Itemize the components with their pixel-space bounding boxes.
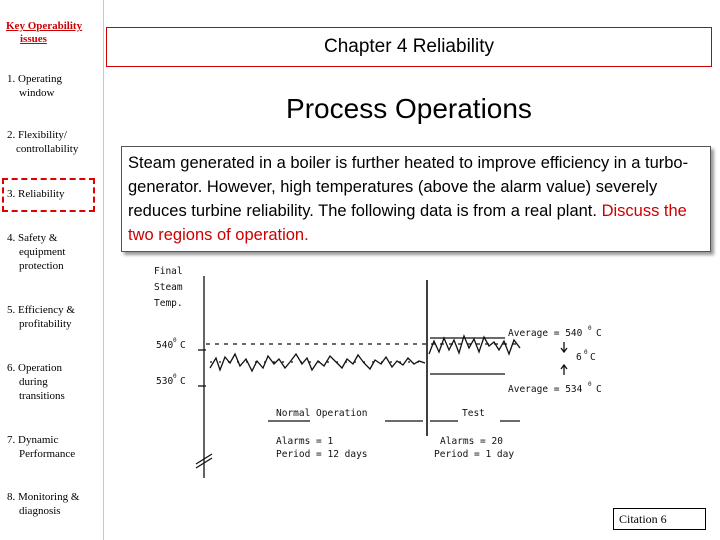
key-link-line-2[interactable]: issues <box>20 33 47 45</box>
diff-label: 6 <box>576 352 582 363</box>
sidebar-item-transitions[interactable] <box>7 361 65 403</box>
sidebar-item-label: diagnosis <box>19 505 61 517</box>
sidebar-item-label: 3. Reliability <box>7 188 65 200</box>
period-right: Period = 1 day <box>434 449 515 460</box>
sidebar-item-label: window <box>19 87 55 99</box>
sidebar-item-dynamic[interactable] <box>7 433 75 461</box>
sidebar-item-label: during <box>19 376 48 388</box>
period-left: Period = 12 days <box>276 449 368 460</box>
sidebar-item-label: protection <box>19 260 64 272</box>
chapter-title-box <box>106 27 712 67</box>
sidebar-item-label: controllability <box>16 143 79 155</box>
normal-operation-trace <box>210 354 425 371</box>
normal-operation-label: Normal Operation <box>276 408 368 419</box>
ylabel-line-1: Final <box>154 266 183 277</box>
citation-text: Citation 6 <box>619 511 667 526</box>
sidebar-item-label: 6. Operation <box>7 362 62 374</box>
sidebar-item-flexibility[interactable] <box>7 128 78 156</box>
ytick-540-deg: 0 <box>173 337 177 344</box>
ytick-530-deg: 0 <box>173 373 177 380</box>
avg-534-unit: C <box>596 384 602 395</box>
sidebar-item-efficiency[interactable] <box>7 303 75 331</box>
sidebar-item-label: 4. Safety & <box>7 232 58 244</box>
test-trace <box>429 336 520 354</box>
chapter-title: Chapter 4 Reliability <box>323 36 495 57</box>
sidebar-item-label: 5. Efficiency & <box>7 304 75 316</box>
sidebar <box>0 0 104 540</box>
diff-deg: 0 <box>584 349 588 356</box>
sidebar-item-label: 2. Flexibility/ <box>7 129 67 141</box>
difference-arrows <box>561 342 567 375</box>
test-label: Test <box>462 408 485 419</box>
ylabel-line-2: Steam <box>154 282 183 293</box>
sidebar-item-label: transitions <box>19 390 65 402</box>
diff-unit: C <box>590 352 596 363</box>
avg-540-unit: C <box>596 328 602 339</box>
sidebar-item-reliability[interactable] <box>7 187 64 201</box>
steam-temperature-figure <box>140 258 630 478</box>
sidebar-item-monitoring[interactable] <box>7 490 79 518</box>
ytick-540: 540 <box>156 340 174 351</box>
sidebar-item-label: 8. Monitoring & <box>7 491 80 503</box>
sidebar-item-safety[interactable] <box>7 231 65 273</box>
avg-534-label: Average = 534 <box>508 384 583 395</box>
sidebar-item-label: 7. Dynamic <box>7 434 59 446</box>
alarms-right: Alarms = 20 <box>440 436 503 447</box>
sidebar-item-label: Performance <box>19 448 76 460</box>
sidebar-item-label: equipment <box>19 246 66 258</box>
citation-box <box>613 508 706 530</box>
ytick-530: 530 <box>156 376 174 387</box>
avg-540-deg: 0 <box>588 325 592 332</box>
avg-540-label: Average = 540 <box>508 328 583 339</box>
ytick-540-unit: C <box>180 340 186 351</box>
sidebar-item-label: 1. Operating <box>7 73 62 85</box>
alarms-left: Alarms = 1 <box>276 436 334 447</box>
description-text: Steam generated in a boiler is further heated to improve efficiency in a turbo-generator. However, high temperatures (above the alarm value) severely reduces turbine reliability. The following data is from a real plant. <box>128 154 689 220</box>
ytick-530-unit: C <box>180 376 186 387</box>
sidebar-item-operating-window[interactable] <box>7 72 62 100</box>
page-title: Process Operations <box>286 93 532 124</box>
description-highlight: Discuss the two regions of operation. <box>128 202 687 244</box>
description-box <box>121 146 711 252</box>
avg-534-deg: 0 <box>588 381 592 388</box>
ylabel-line-3: Temp. <box>154 298 183 309</box>
key-operability-link[interactable] <box>6 20 82 46</box>
sidebar-item-label: profitability <box>19 318 72 330</box>
key-link-line-1[interactable]: Key Operability <box>6 20 83 32</box>
